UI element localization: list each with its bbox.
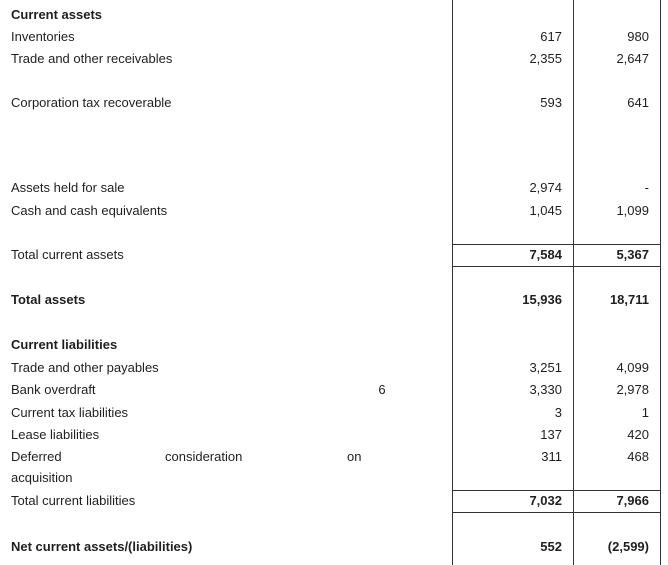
row-label: Bank overdraft <box>11 382 96 397</box>
prior-year-value: 5,367 <box>616 247 649 262</box>
table-row <box>0 380 668 400</box>
row-label-word: Deferred <box>11 449 62 464</box>
row-label: Inventories <box>11 29 75 44</box>
row-label: Net current assets/(liabilities) <box>11 539 193 554</box>
prior-year-value: 18,711 <box>609 292 649 307</box>
table-row <box>0 49 668 69</box>
current-year-value: 7,032 <box>529 493 562 508</box>
table-row <box>0 27 668 47</box>
prior-year-value: 7,966 <box>616 493 649 508</box>
current-year-value: 1,045 <box>529 203 562 218</box>
table-row <box>0 358 668 378</box>
row-label-word: on <box>347 449 362 464</box>
current-year-value: 2,355 <box>529 51 562 66</box>
total-row <box>0 537 668 557</box>
total-row <box>0 290 668 310</box>
row-label: Total assets <box>11 292 86 307</box>
current-year-value: 617 <box>540 29 562 44</box>
row-label: Lease liabilities <box>11 427 100 442</box>
prior-year-value: 2,647 <box>616 51 649 66</box>
total-row <box>0 245 668 265</box>
current-year-value: 552 <box>540 539 562 554</box>
row-label: Current tax liabilities <box>11 405 129 420</box>
total-row <box>0 491 668 511</box>
current-year-value: 593 <box>540 95 562 110</box>
prior-year-value: 1 <box>641 405 649 420</box>
prior-year-value: 2,978 <box>616 382 649 397</box>
current-year-value: 311 <box>541 449 562 464</box>
row-label: Assets held for sale <box>11 180 125 195</box>
current-year-value: 7,584 <box>529 247 562 262</box>
current-year-value: 3,330 <box>529 382 562 397</box>
prior-year-value: 641 <box>627 95 649 110</box>
current-year-value: 3,251 <box>529 360 562 375</box>
prior-year-value: 980 <box>627 29 649 44</box>
row-label: Total current liabilities <box>11 493 136 508</box>
row-label-continuation: acquisition <box>11 470 73 485</box>
current-assets-heading-row <box>0 5 668 25</box>
prior-year-value: 4,099 <box>616 360 649 375</box>
total-current-assets-bottom-rule <box>452 266 661 267</box>
row-label: Trade and other payables <box>11 360 159 375</box>
current-year-value: 15,936 <box>522 292 562 307</box>
table-row <box>0 425 668 445</box>
current-liabilities-heading: Current liabilities <box>11 337 118 352</box>
current-year-value: 2,974 <box>529 180 562 195</box>
prior-year-value: - <box>644 180 649 195</box>
current-liabilities-heading-row <box>0 335 668 355</box>
current-year-value: 3 <box>554 405 562 420</box>
table-row <box>0 178 668 198</box>
prior-year-value: 1,099 <box>616 203 649 218</box>
row-label: Total current assets <box>11 247 124 262</box>
prior-year-value: (2,599) <box>607 539 649 554</box>
table-row-continuation <box>0 468 668 488</box>
prior-year-value: 420 <box>627 427 649 442</box>
table-row <box>0 93 668 113</box>
note-reference: 6 <box>378 382 386 397</box>
table-row <box>0 201 668 221</box>
row-label: Trade and other receivables <box>11 51 173 66</box>
row-label: Cash and cash equivalents <box>11 203 168 218</box>
current-assets-heading: Current assets <box>11 7 103 22</box>
total-current-liabilities-bottom-rule <box>452 512 661 513</box>
row-label: Corporation tax recoverable <box>11 95 172 110</box>
table-row <box>0 403 668 423</box>
row-label-word: consideration <box>165 449 243 464</box>
current-year-value: 137 <box>540 427 562 442</box>
prior-year-value: 468 <box>627 449 649 464</box>
table-row <box>0 447 668 467</box>
